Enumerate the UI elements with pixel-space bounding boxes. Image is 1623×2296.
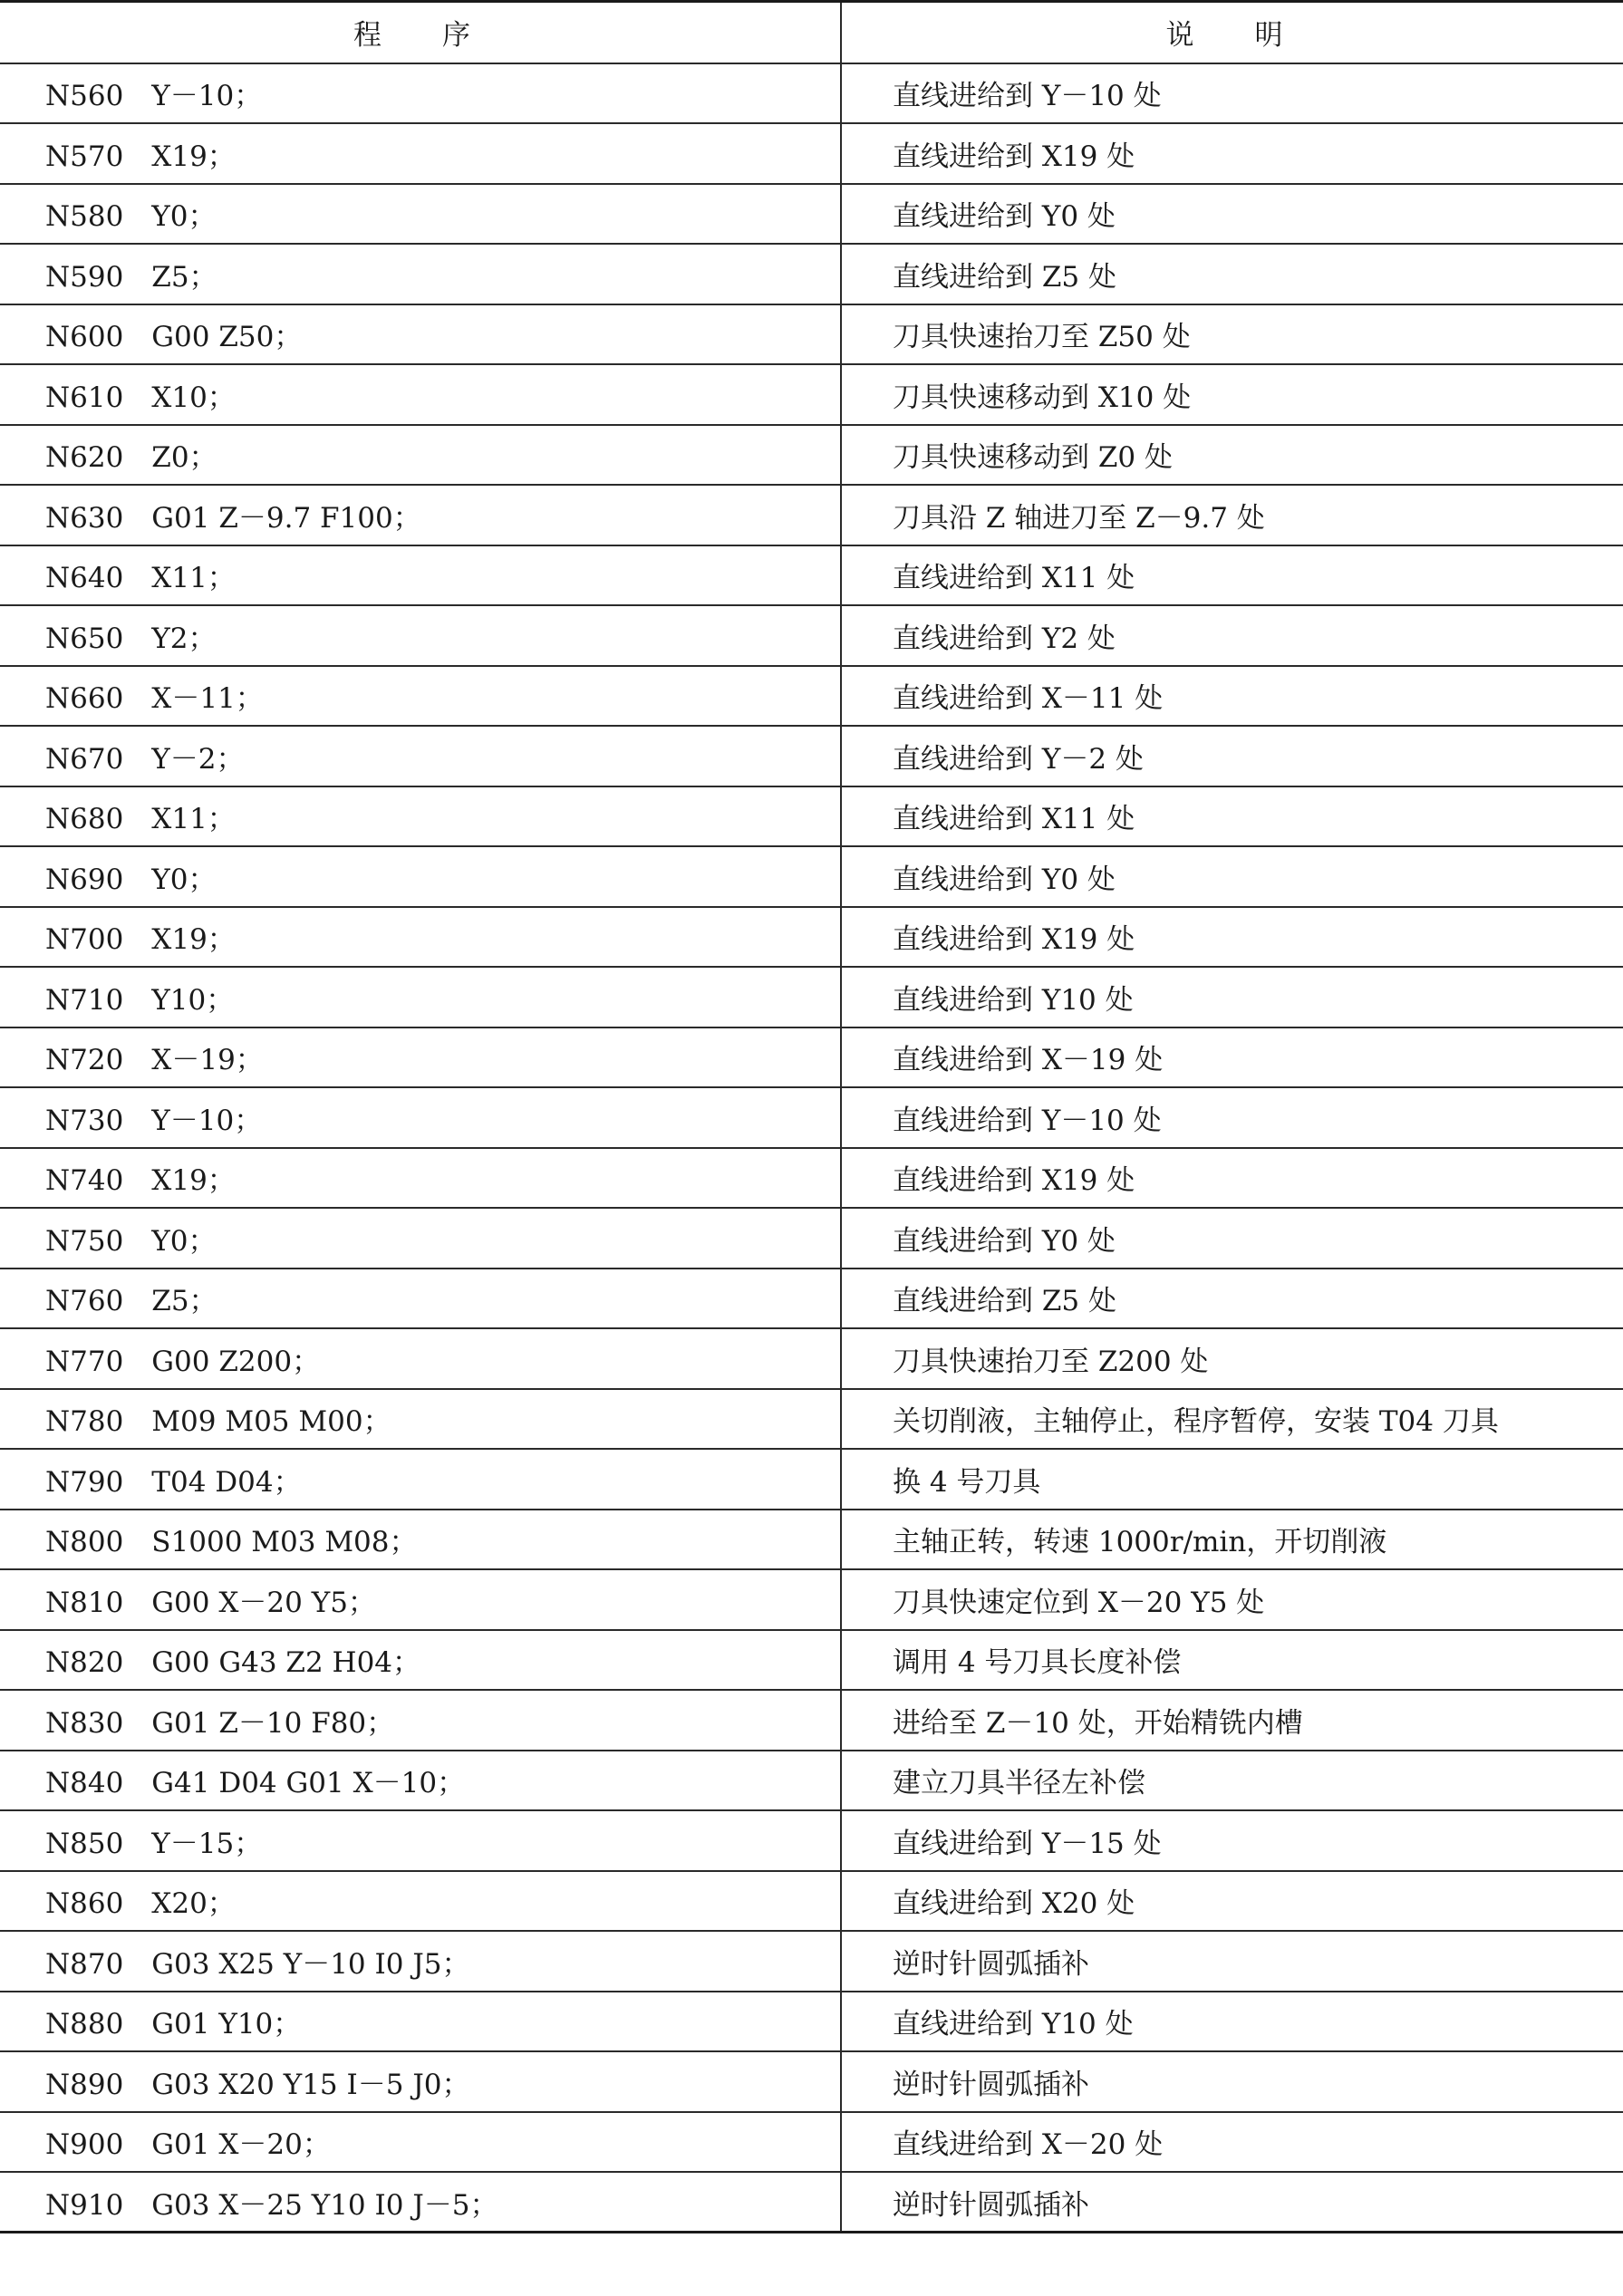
- table-row: [0, 1027, 1623, 1088]
- table-row: [0, 1630, 1623, 1691]
- program-description: 直线进给到 X11 处: [841, 545, 1623, 606]
- program-line: N740 X19；: [0, 1148, 841, 1209]
- table-row: [0, 2172, 1623, 2233]
- program-line: N700 X19；: [0, 907, 841, 968]
- program-description: 逆时针圆弧插补: [841, 1931, 1623, 1992]
- table-row: [0, 184, 1623, 245]
- table-row: [0, 485, 1623, 545]
- program-description: 直线进给到 X－11 处: [841, 666, 1623, 727]
- table-row: [0, 1871, 1623, 1932]
- column-header-description: 说 明: [841, 2, 1623, 63]
- table-row: [0, 123, 1623, 184]
- program-description: 直线进给到 X20 处: [841, 1871, 1623, 1932]
- table-header-row: [0, 2, 1623, 63]
- program-description: 换 4 号刀具: [841, 1449, 1623, 1510]
- program-description: 逆时针圆弧插补: [841, 2051, 1623, 2112]
- table-row: [0, 1087, 1623, 1148]
- table-row: [0, 1328, 1623, 1389]
- program-description: 刀具快速定位到 X－20 Y5 处: [841, 1569, 1623, 1630]
- program-line: N600 G00 Z50；: [0, 304, 841, 365]
- program-description: 直线进给到 X－19 处: [841, 1027, 1623, 1088]
- program-description: 直线进给到 Z5 处: [841, 1269, 1623, 1329]
- program-description: 刀具快速抬刀至 Z50 处: [841, 304, 1623, 365]
- program-description: 直线进给到 X11 处: [841, 786, 1623, 847]
- program-description: 直线进给到 Y0 处: [841, 1208, 1623, 1269]
- table-row: [0, 1992, 1623, 2052]
- column-header-program: 程 序: [0, 2, 841, 63]
- program-line: N900 G01 X－20；: [0, 2112, 841, 2173]
- program-line: N660 X－11；: [0, 666, 841, 727]
- program-description: 刀具沿 Z 轴进刀至 Z－9.7 处: [841, 485, 1623, 545]
- program-line: N730 Y－10；: [0, 1087, 841, 1148]
- table-row: [0, 1810, 1623, 1871]
- table-row: [0, 364, 1623, 425]
- table-row: [0, 304, 1623, 365]
- table-row: [0, 1269, 1623, 1329]
- program-description: 刀具快速抬刀至 Z200 处: [841, 1328, 1623, 1389]
- table-row: [0, 545, 1623, 606]
- program-line: N590 Z5；: [0, 244, 841, 304]
- program-line: N840 G41 D04 G01 X－10；: [0, 1751, 841, 1811]
- program-description: 直线进给到 Z5 处: [841, 244, 1623, 304]
- program-line: N630 G01 Z－9.7 F100；: [0, 485, 841, 545]
- program-description: 调用 4 号刀具长度补偿: [841, 1630, 1623, 1691]
- program-description: 直线进给到 X19 处: [841, 1148, 1623, 1209]
- table-row: [0, 2051, 1623, 2112]
- program-line: N690 Y0；: [0, 846, 841, 907]
- program-line: N820 G00 G43 Z2 H04；: [0, 1630, 841, 1691]
- table-row: [0, 726, 1623, 786]
- program-line: N770 G00 Z200；: [0, 1328, 841, 1389]
- table-body: [0, 63, 1623, 2233]
- table-row: [0, 846, 1623, 907]
- table-row: [0, 1751, 1623, 1811]
- program-line: N760 Z5；: [0, 1269, 841, 1329]
- program-line: N790 T04 D04；: [0, 1449, 841, 1510]
- program-description: 建立刀具半径左补偿: [841, 1751, 1623, 1811]
- program-description: 关切削液，主轴停止，程序暂停，安装 T04 刀具: [841, 1389, 1623, 1450]
- program-description: 直线进给到 X－20 处: [841, 2112, 1623, 2173]
- table-row: [0, 1208, 1623, 1269]
- table-row: [0, 1148, 1623, 1209]
- program-line: N560 Y－10；: [0, 63, 841, 124]
- program-line: N680 X11；: [0, 786, 841, 847]
- program-line: N890 G03 X20 Y15 I－5 J0；: [0, 2051, 841, 2112]
- program-description: 直线进给到 Y－10 处: [841, 63, 1623, 124]
- program-description: 直线进给到 Y2 处: [841, 605, 1623, 666]
- program-description: 进给至 Z－10 处，开始精铣内槽: [841, 1690, 1623, 1751]
- program-description: 直线进给到 Y－15 处: [841, 1810, 1623, 1871]
- program-line: N880 G01 Y10；: [0, 1992, 841, 2052]
- program-line: N610 X10；: [0, 364, 841, 425]
- table-row: [0, 244, 1623, 304]
- program-description: 刀具快速移动到 Z0 处: [841, 425, 1623, 486]
- table-row: [0, 1931, 1623, 1992]
- table-row: [0, 786, 1623, 847]
- program-description: 直线进给到 Y0 处: [841, 846, 1623, 907]
- program-description: 直线进给到 Y0 处: [841, 184, 1623, 245]
- table-row: [0, 967, 1623, 1027]
- program-line: N570 X19；: [0, 123, 841, 184]
- program-line: N810 G00 X－20 Y5；: [0, 1569, 841, 1630]
- program-description: 直线进给到 X19 处: [841, 907, 1623, 968]
- program-description: 逆时针圆弧插补: [841, 2172, 1623, 2233]
- program-line: N580 Y0；: [0, 184, 841, 245]
- table-row: [0, 2112, 1623, 2173]
- program-description: 直线进给到 X19 处: [841, 123, 1623, 184]
- program-line: N800 S1000 M03 M08；: [0, 1510, 841, 1570]
- program-line: N850 Y－15；: [0, 1810, 841, 1871]
- program-line: N720 X－19；: [0, 1027, 841, 1088]
- program-line: N750 Y0；: [0, 1208, 841, 1269]
- table-row: [0, 63, 1623, 124]
- table-row: [0, 666, 1623, 727]
- program-line: N640 X11；: [0, 545, 841, 606]
- table-row: [0, 1449, 1623, 1510]
- table-row: [0, 605, 1623, 666]
- program-line: N670 Y－2；: [0, 726, 841, 786]
- program-description: 直线进给到 Y10 处: [841, 1992, 1623, 2052]
- program-description: 主轴正转，转速 1000r/min，开切削液: [841, 1510, 1623, 1570]
- program-description: 直线进给到 Y－10 处: [841, 1087, 1623, 1148]
- table-row: [0, 1510, 1623, 1570]
- program-line: N830 G01 Z－10 F80；: [0, 1690, 841, 1751]
- table-row: [0, 1389, 1623, 1450]
- program-description: 刀具快速移动到 X10 处: [841, 364, 1623, 425]
- program-description: 直线进给到 Y10 处: [841, 967, 1623, 1027]
- program-line: N860 X20；: [0, 1871, 841, 1932]
- table-row: [0, 907, 1623, 968]
- program-line: N620 Z0；: [0, 425, 841, 486]
- table-row: [0, 425, 1623, 486]
- program-line: N870 G03 X25 Y－10 I0 J5；: [0, 1931, 841, 1992]
- program-line: N780 M09 M05 M00；: [0, 1389, 841, 1450]
- program-line: N910 G03 X－25 Y10 I0 J－5；: [0, 2172, 841, 2233]
- table-row: [0, 1569, 1623, 1630]
- program-description: 直线进给到 Y－2 处: [841, 726, 1623, 786]
- program-line: N710 Y10；: [0, 967, 841, 1027]
- table-row: [0, 1690, 1623, 1751]
- program-line: N650 Y2；: [0, 605, 841, 666]
